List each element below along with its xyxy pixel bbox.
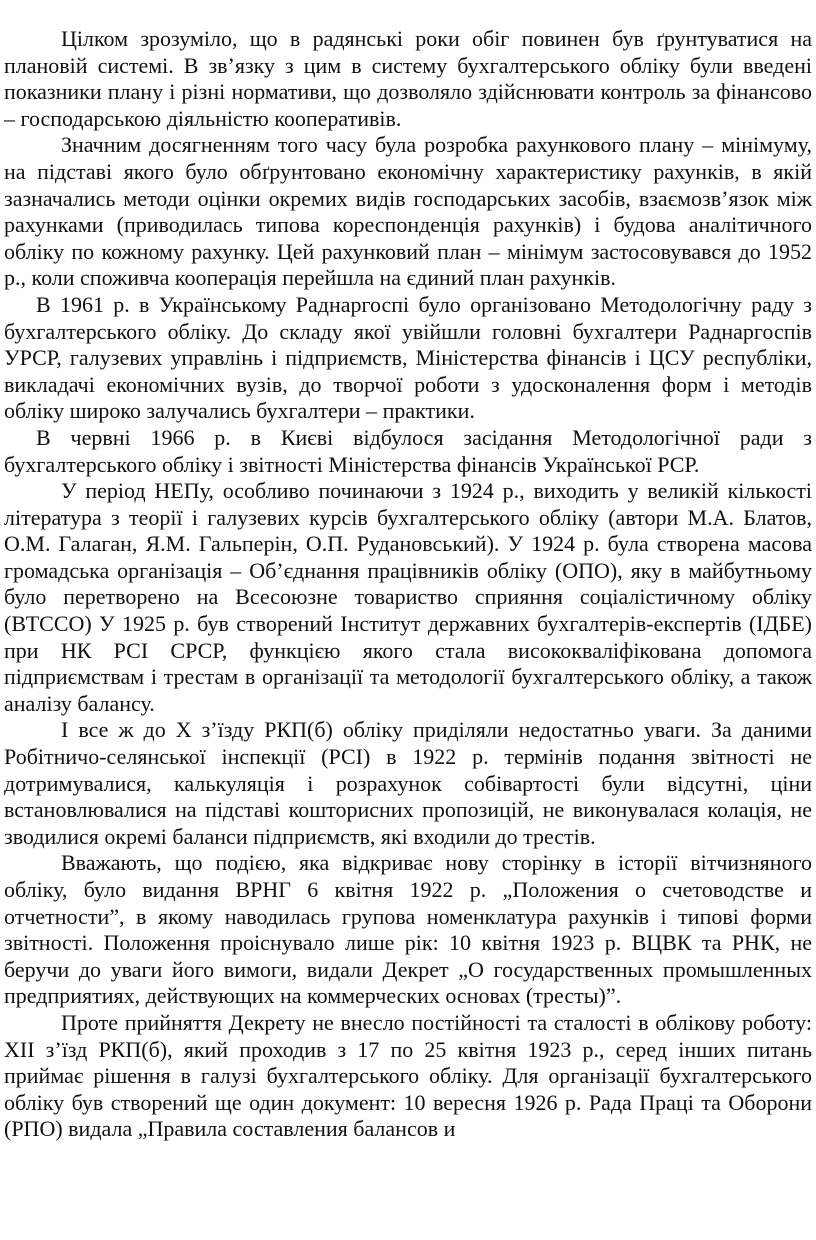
paragraph-planning-system: Цілком зрозуміло, що в радянські роки обіг повинен був ґрунтуватися на плановій системі. В зв’язку з цим в систему бухгалтерського обліку були введені показники плану і різні нормативи, що дозволяло здійснювати контроль за фінансово – господарською діяльністю кооперативів. (4, 26, 812, 131)
paragraph-rsi-inspection: І все ж до Х з’їзду РКП(б) обліку приділяли недостатньо уваги. За даними Робітничо-селянської інспекції (РСІ) в 1922 р. термінів подання звітності не дотримувалися, калькуляція і розрахунок собівартості були відсутні, ціни встановлювалися на підставі кошторисних пропозицій, не виконувалася колація, не зводилися окремі баланси підприємств, які входили до трестів. (4, 717, 812, 849)
paragraph-meeting-1966: В червні 1966 р. в Києві відбулося засідання Методологічної ради з бухгалтерського обліку і звітності Міністерства фінансів Української РСР. (4, 424, 812, 477)
paragraph-methodological-council-1961: В 1961 р. в Українському Раднаргоспі було організовано Методологічну раду з бухгалтерського обліку. До складу якої увійшли головні бухгалтери Раднаргоспів УРСР, галузевих управлінь і підприємств, Міністерства фінансів і ЦСУ республіки, викладачі економічних вузів, до творчої роботи з удосконалення форм і методів обліку широко залучались бухгалтери – практики. (4, 291, 812, 424)
document-page (4, 26, 812, 1143)
paragraph-nep-literature: У період НЕПу, особливо починаючи з 1924 р., виходить у великій кількості література з теорії і галузевих курсів бухгалтерського обліку (автори М.А. Блатов, О.М. Галаган, Я.М. Гальперін, О.П. Рудановський). У 1924 р. була створена масова громадська організація – Об’єднання працівників обліку (ОПО), яку в майбутньому було перетворено на Всесоюзне товариство сприяння соціалістичному обліку (ВТССО) У 1925 р. був створений Інститут державних бухгалтерів-експертів (ІДБЕ) при НК РСІ СРСР, функцією якого стала висококваліфікована допомога підприємствам і трестам в організації та методології бухгалтерського обліку, а також аналізу балансу. (4, 478, 812, 716)
paragraph-vrng-regulation-1922: Вважають, що подією, яка відкриває нову сторінку в історії вітчизняного обліку, було видання ВРНГ 6 квітня 1922 р. „Положения о счетоводстве и отчетности”, в якому наводилась групова номенклатура рахунків і типові форми звітності. Положення проіснувало лише рік: 10 квітня 1923 р. ВЦВК та РНК, не беручи до уваги його вимоги, видали Декрет „О государственных промышленных предприятиях, действующих на коммерческих основах (тресты)”. (4, 850, 812, 1009)
paragraph-decree-1923: Проте прийняття Декрету не внесло постійності та сталості в облікову роботу: ХІІ з’їзд РКП(б), який проходив з 17 по 25 квітня 1923 р., серед інших питань приймає рішення в галузі бухгалтерського обліку. Для організації бухгалтерського обліку був створений ще один документ: 10 вересня 1926 р. Рада Праці та Оборони (РПО) видала „Правила составления балансов и (4, 1009, 812, 1142)
paragraph-chart-of-accounts-minimum: Значним досягненням того часу була розробка рахункового плану – мінімуму, на підставі якого було обґрунтовано економічну характеристику рахунків, в якій зазначались методи оцінки окремих видів господарських засобів, взаємозв’язок між рахунками (приводилась типова кореспонденція рахунків) і будова аналітичного обліку по кожному рахунку. Цей рахунковий план – мінімум застосовувався до 1952 р., коли споживча кооперація перейшла на єдиний план рахунків. (4, 132, 812, 291)
